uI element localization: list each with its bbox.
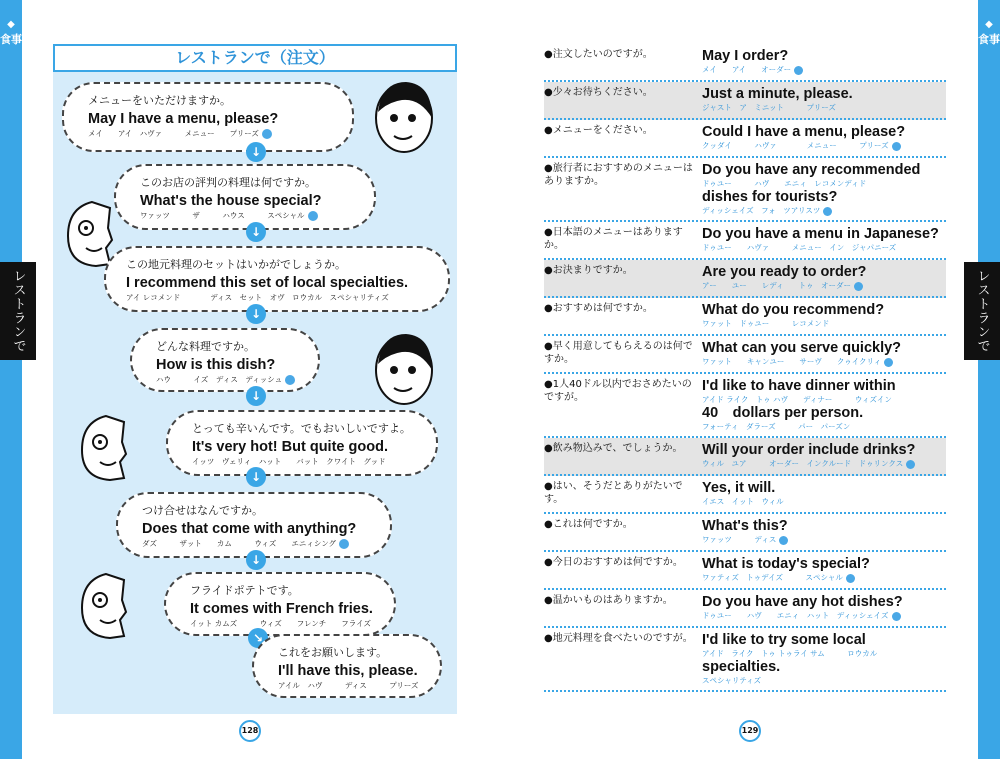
phrase-row xyxy=(544,260,946,298)
woman-face-icon xyxy=(372,330,434,406)
bubble-english: How is this dish? xyxy=(156,357,276,373)
page-number: 128 xyxy=(239,720,261,742)
right-side-tab xyxy=(974,0,1000,759)
phrase-katakana-line2: スペシャリティズ xyxy=(702,676,762,685)
phrase-katakana: アー ユー レディ トゥ オーダー xyxy=(702,281,946,291)
phrase-katakana: ウィル ユア オーダー インクルード ドゥリンクス xyxy=(702,459,946,469)
phrase-katakana: ドゥユー ハヴ エニィ レコメンディド xyxy=(702,179,867,188)
audio-icon[interactable] xyxy=(854,282,863,291)
phrase-english: Do you have any recommended xyxy=(702,162,921,178)
phrase-english-line2: dishes for tourists? xyxy=(702,189,838,205)
phrase-katakana: アイド ライク トゥ トゥライ サム ロウカル xyxy=(702,649,878,658)
bubble-japanese: フライドポテトです。 xyxy=(190,584,299,597)
phrase-english: Just a minute, please. xyxy=(702,86,853,102)
audio-icon[interactable] xyxy=(285,375,295,385)
phrase-japanese: ●旅行者におすすめのメニューはありますか。 xyxy=(544,163,693,187)
phrase-english: Will your order include drinks? xyxy=(702,442,916,458)
bubble-japanese: メニューをいただけますか。 xyxy=(88,94,231,107)
phrase-row xyxy=(544,438,946,476)
phrase-japanese: ●これは何ですか。 xyxy=(544,519,633,530)
phrase-row xyxy=(544,44,946,82)
phrase-japanese: ●飲み物込みで、でしょうか。 xyxy=(544,443,683,454)
phrase-katakana: クッダイ ハヴァ メニュー プリーズ xyxy=(702,141,946,151)
phrase-row xyxy=(544,552,946,590)
bubble-japanese: このお店の評判の料理は何ですか。 xyxy=(140,176,316,189)
audio-icon[interactable] xyxy=(884,358,893,367)
phrase-english: What do you recommend? xyxy=(702,302,885,318)
phrase-japanese: ●1人40ドル以内でおさめたいのですが。 xyxy=(544,379,692,403)
speech-bubble xyxy=(164,572,396,636)
phrase-japanese: ●今日のおすすめは何ですか。 xyxy=(544,557,683,568)
speech-bubble xyxy=(62,82,354,152)
down-right-arrow-icon: ↘ xyxy=(248,628,268,648)
phrase-row xyxy=(544,476,946,514)
bubble-katakana: ハウ イズ ディス ディッシュ xyxy=(156,375,300,385)
diamond-icon: ◆ xyxy=(7,19,15,30)
phrase-english: Could I have a menu, please? xyxy=(702,124,906,140)
phrase-katakana: イエス イット ウィル xyxy=(702,497,784,506)
phrase-english: I'd like to have dinner within xyxy=(702,378,896,394)
page-number: 129 xyxy=(739,720,761,742)
phrase-row xyxy=(544,82,946,120)
phrase-english: Do you have any hot dishes? xyxy=(702,594,903,610)
phrase-katakana: ドゥユー ハヴァ メニュー イン ジャパニーズ xyxy=(702,243,897,252)
phrase-katakana-line2: フォーティ ダラーズ パー パーズン xyxy=(702,422,851,431)
phrase-english: Are you ready to order? xyxy=(702,264,867,280)
woman-face-icon xyxy=(372,78,434,154)
bubble-japanese: どんな料理ですか。 xyxy=(156,340,255,353)
audio-icon[interactable] xyxy=(892,612,901,621)
audio-icon[interactable] xyxy=(308,211,318,221)
phrase-english-line2: specialties. xyxy=(702,659,781,675)
phrase-english: What can you serve quickly? xyxy=(702,340,902,356)
bubble-katakana: アイル ハヴ ディス プリーズ xyxy=(278,681,419,690)
phrase-english: Do you have a menu in Japanese? xyxy=(702,226,939,242)
bubble-katakana: イット カムズ ウィズ フレンチ フライズ xyxy=(190,619,371,628)
speech-bubble xyxy=(130,328,320,392)
audio-icon[interactable] xyxy=(906,460,915,469)
category-label: ◆ 食事 xyxy=(0,19,22,46)
section-label: レストランで xyxy=(0,262,36,360)
phrase-row xyxy=(544,628,946,692)
phrase-katakana: メイ アイ オーダー xyxy=(702,65,946,75)
phrase-row xyxy=(544,158,946,222)
phrase-row xyxy=(544,120,946,158)
down-arrow-icon: ↓ xyxy=(246,386,266,406)
phrase-row xyxy=(544,222,946,260)
phrase-japanese: ●少々お待ちください。 xyxy=(544,87,653,98)
phrase-japanese: ●地元料理を食べたいのですが。 xyxy=(544,633,693,644)
audio-icon[interactable] xyxy=(794,66,803,75)
bubble-katakana: イッツ ヴェリィ ハット バット クワイト グッド xyxy=(192,457,386,466)
phrase-japanese: ●早く用意してもらえるのは何ですか。 xyxy=(544,341,693,365)
phrase-japanese: ●おすすめは何ですか。 xyxy=(544,303,653,314)
man-face-icon xyxy=(76,570,128,642)
speech-bubble xyxy=(252,634,442,698)
phrase-english-line2: 40 dollars per person. xyxy=(702,405,864,421)
audio-icon[interactable] xyxy=(823,207,832,216)
audio-icon[interactable] xyxy=(892,142,901,151)
section-label: レストランで xyxy=(964,262,1000,360)
phrase-row xyxy=(544,590,946,628)
left-side-tab xyxy=(0,0,26,759)
phrase-japanese: ●日本語のメニューはありますか。 xyxy=(544,227,683,251)
page-title: レストランで（注文） xyxy=(53,44,457,72)
bubble-katakana: ダズ ザット カム ウィズ エニィシング xyxy=(142,539,372,549)
phrase-katakana: ワァット ドゥユー レコメンド xyxy=(702,319,830,328)
phrase-japanese: ●はい、そうだとありがたいです。 xyxy=(544,481,683,505)
diamond-icon: ◆ xyxy=(985,19,993,30)
phrase-japanese: ●メニューをください。 xyxy=(544,125,653,136)
down-arrow-icon: ↓ xyxy=(246,222,266,242)
bubble-katakana: ワァッツ ザ ハウス スペシャル xyxy=(140,211,356,221)
down-arrow-icon: ↓ xyxy=(246,142,266,162)
bubble-japanese: とっても辛いんです。でもおいしいですよ。 xyxy=(192,422,411,435)
bubble-english: I recommend this set of local specialties. xyxy=(126,275,409,291)
bubble-english: It's very hot! But quite good. xyxy=(192,439,388,455)
phrase-english: I'd like to try some local xyxy=(702,632,866,648)
phrase-katakana: ジャスト ア ミニット プリーズ xyxy=(702,103,836,112)
phrase-row xyxy=(544,298,946,336)
speech-bubble xyxy=(166,410,438,476)
audio-icon[interactable] xyxy=(846,574,855,583)
phrase-english: Yes, it will. xyxy=(702,480,776,496)
bubble-english: Does that come with anything? xyxy=(142,521,357,537)
speech-bubble xyxy=(104,246,450,312)
man-face-icon xyxy=(76,412,128,484)
phrase-katakana: ワァット キャンユー サーヴ クゥイクリィ xyxy=(702,357,946,367)
bubble-japanese: つけ合せはなんですか。 xyxy=(142,504,263,517)
down-arrow-icon: ↓ xyxy=(246,550,266,570)
phrase-english: May I order? xyxy=(702,48,789,64)
audio-icon[interactable] xyxy=(262,129,272,139)
phrase-row xyxy=(544,336,946,374)
bubble-english: May I have a menu, please? xyxy=(88,111,279,127)
speech-bubble xyxy=(114,164,376,230)
audio-icon[interactable] xyxy=(339,539,349,549)
bubble-japanese: これをお願いします。 xyxy=(278,646,388,659)
phrase-katakana: アイド ライク トゥ ハヴ ディナー ウィズイン xyxy=(702,395,892,404)
phrase-row xyxy=(544,374,946,438)
bubble-english: It comes with French fries. xyxy=(190,601,373,617)
bubble-japanese: この地元料理のセットはいかがでしょうか。 xyxy=(126,258,346,271)
phrase-japanese: ●温かいものはありますか。 xyxy=(544,595,673,606)
phrase-katakana: ドゥユー ハヴ エニィ ハット ディッシェイズ xyxy=(702,611,946,621)
bubble-katakana: アイ レコメンド ディス セット オヴ ロウカル スペシャリティズ xyxy=(126,293,389,302)
audio-icon[interactable] xyxy=(779,536,788,545)
speech-bubble xyxy=(116,492,392,558)
phrase-katakana-line2: ディッシェイズ フォ ツアリスツ xyxy=(702,206,946,216)
phrase-english: What's this? xyxy=(702,518,788,534)
phrase-row xyxy=(544,514,946,552)
category-label: ◆ 食事 xyxy=(978,19,1000,46)
bubble-english: I'll have this, please. xyxy=(278,663,418,679)
man-face-icon xyxy=(62,198,114,270)
phrase-katakana: ワァッツ ディス xyxy=(702,535,946,545)
phrase-katakana: ワァティズ トゥデイズ スペシャル xyxy=(702,573,946,583)
down-arrow-icon: ↓ xyxy=(246,467,266,487)
phrase-japanese: ●注文したいのですが。 xyxy=(544,49,653,60)
bubble-english: What's the house special? xyxy=(140,193,322,209)
down-arrow-icon: ↓ xyxy=(246,304,266,324)
phrase-english: What is today's special? xyxy=(702,556,870,572)
phrase-list xyxy=(544,44,946,692)
bubble-katakana: メイ アイ ハヴァ メニュー プリーズ xyxy=(88,129,334,139)
phrase-japanese: ●お決まりですか。 xyxy=(544,265,633,276)
